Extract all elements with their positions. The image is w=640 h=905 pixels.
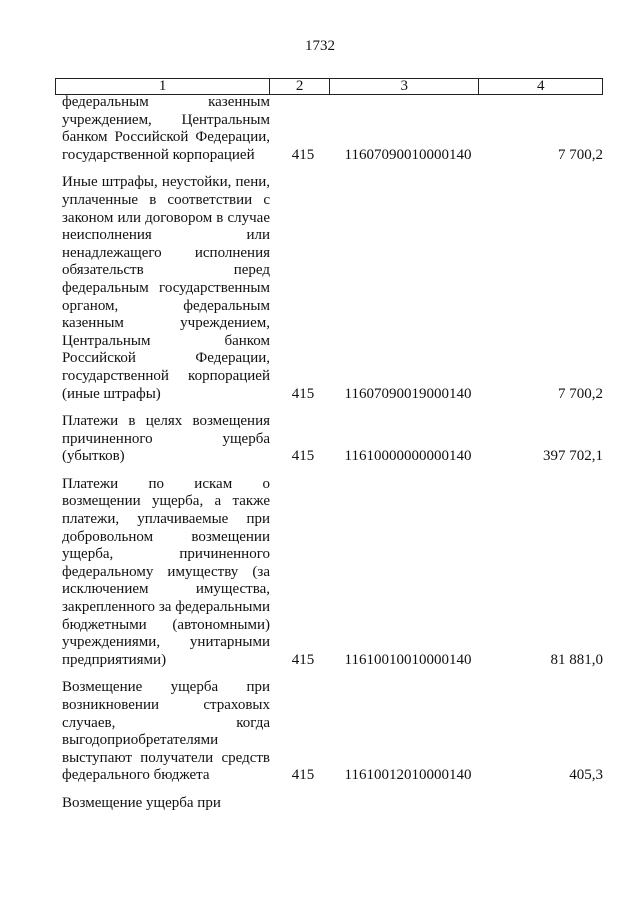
table-row [55, 94, 603, 164]
row-admin-code: 415 [291, 651, 315, 668]
header-col-4: 4 [536, 78, 545, 94]
header-col-1: 1 [56, 79, 270, 94]
row-budget-code: 11607090010000140 [344, 146, 472, 163]
row-amount: 7 700,2 [558, 385, 603, 402]
header-col-3: 3 [330, 79, 479, 94]
page-number: 1732 [305, 38, 335, 54]
table-row [55, 679, 603, 785]
row-description: федеральным казенным учреждением, Центральным банком Российской Федерации, государственной корпорацией [62, 94, 270, 163]
row-admin-code: 415 [291, 146, 315, 163]
table-header [55, 78, 603, 95]
row-admin-code: 415 [291, 767, 315, 784]
table-body [55, 94, 603, 823]
table-row [55, 795, 603, 813]
row-description: Возмещение ущерба при [62, 794, 221, 811]
row-description: Иные штрафы, неустойки, пени, уплаченные в соответствии с законом или договором в случае неисполнения или ненадлежащего исполнения обязательств перед федеральным государственным органом, федеральным казенным учреждением, Центральным банком Российской Федерации, государственной корпорацией (иные штрафы) [62, 174, 270, 402]
table-row [55, 174, 603, 403]
row-description: Платежи в целях возмещения причиненного ущерба (убытков) [62, 413, 270, 465]
row-budget-code: 11610012010000140 [344, 767, 472, 784]
header-col-2: 2 [270, 79, 330, 94]
row-description: Возмещение ущерба при возникновении страховых случаев, когда выгодоприобретателями выступают получатели средств федерального бюджета [62, 679, 270, 784]
row-amount: 7 700,2 [558, 146, 603, 163]
table-row [55, 413, 603, 466]
row-amount: 405,3 [569, 767, 603, 784]
row-admin-code: 415 [291, 448, 315, 465]
row-budget-code: 11610000000000140 [344, 448, 472, 465]
row-budget-code: 11610010010000140 [344, 651, 472, 668]
row-amount: 81 881,0 [550, 651, 603, 668]
row-budget-code: 11607090019000140 [344, 385, 472, 402]
row-amount: 397 702,1 [543, 448, 603, 465]
table-row [55, 476, 603, 670]
row-description: Платежи по искам о возмещении ущерба, а также платежи, уплачиваемые при добровольном возмещении ущерба, причиненного федеральному имуществу (за исключением имущества, закрепленного за федеральными бюджетными (автономными) учреждениями, унитарными предприятиями) [62, 475, 270, 668]
row-admin-code: 415 [291, 385, 315, 402]
